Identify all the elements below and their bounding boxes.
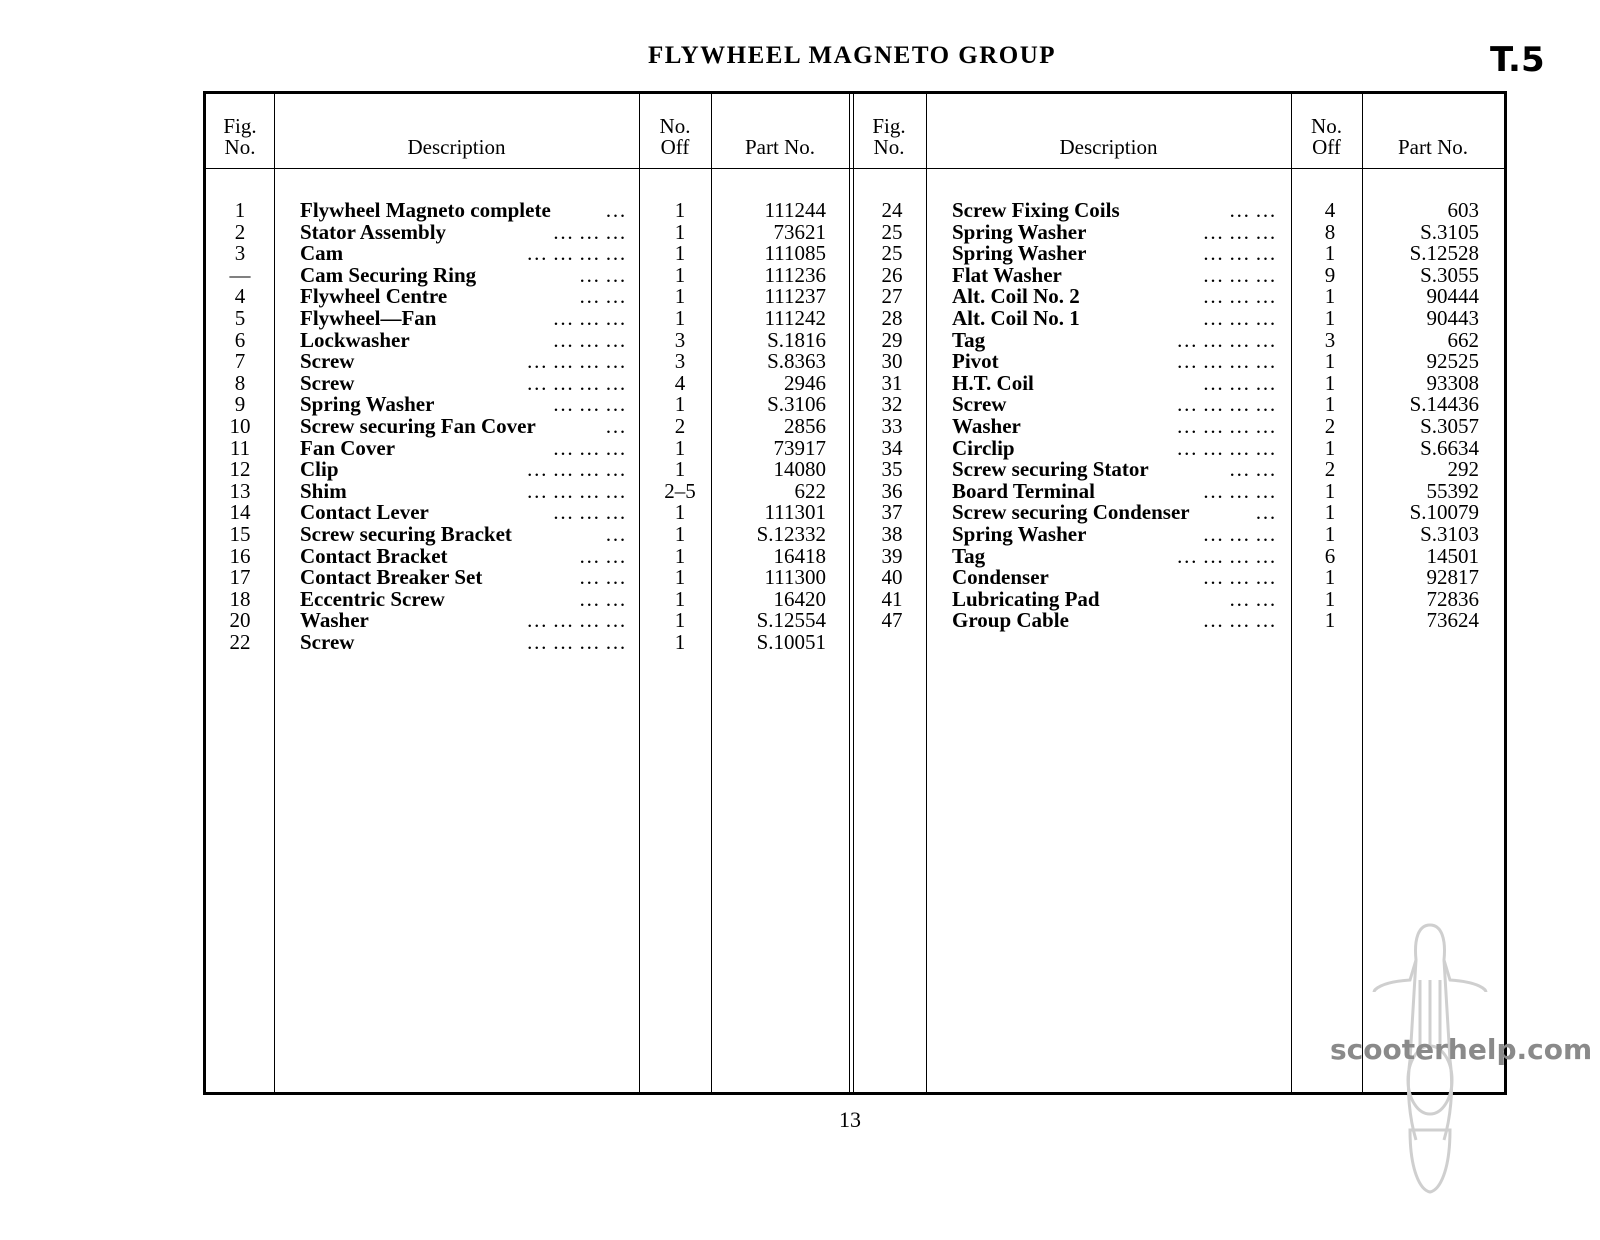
fig-number: 33 <box>881 414 903 438</box>
fig-number: 5 <box>234 306 246 330</box>
quantity: 2–5 <box>664 478 696 503</box>
part-description: Spring Washer <box>952 241 1087 266</box>
part-number: S.8363 <box>767 349 826 374</box>
part-description: Contact Breaker Set <box>300 565 483 590</box>
quantity: 1 <box>1324 522 1336 546</box>
part-number: 14080 <box>773 457 826 482</box>
part-description: Screw <box>300 349 355 374</box>
part-description: Clip <box>300 457 339 482</box>
fig-number: 11 <box>229 435 251 460</box>
leader-dots: … … … … <box>526 630 626 654</box>
part-number: 111300 <box>764 565 826 590</box>
table-row <box>206 221 1506 243</box>
part-description: Group Cable <box>952 608 1069 633</box>
part-description: Lockwasher <box>300 327 410 352</box>
part-description: Screw securing Stator <box>952 457 1149 482</box>
fig-number: — <box>229 262 251 287</box>
fig-number: 4 <box>234 284 246 309</box>
table-row <box>206 631 1506 653</box>
header-fig-no <box>852 116 926 158</box>
part-description: Washer <box>300 608 369 633</box>
table-row <box>206 199 1506 221</box>
table-row <box>206 501 1506 523</box>
quantity: 1 <box>674 608 686 633</box>
part-number: 111242 <box>764 306 826 330</box>
leader-dots: … … … <box>1202 262 1276 287</box>
part-description: Screw securing Bracket <box>300 522 512 546</box>
part-number: S.12554 <box>756 608 826 633</box>
quantity: 1 <box>674 586 686 611</box>
header-fig-line1: Fig. <box>872 114 906 138</box>
fig-number: 18 <box>229 586 251 611</box>
part-description: Eccentric Screw <box>300 586 445 611</box>
table-row <box>206 285 1506 307</box>
quantity: 1 <box>674 630 686 654</box>
leader-dots: … … <box>578 565 626 590</box>
part-description: Alt. Coil No. 1 <box>952 306 1080 330</box>
quantity: 1 <box>674 284 686 309</box>
leader-dots: … … … <box>1202 478 1276 503</box>
part-number: 662 <box>1447 327 1479 352</box>
quantity: 1 <box>674 435 686 460</box>
quantity: 1 <box>674 457 686 482</box>
part-number: 2946 <box>784 370 826 395</box>
part-description: Board Terminal <box>952 478 1095 503</box>
header-fig-line2: No. <box>224 135 256 159</box>
part-number: S.3057 <box>1420 414 1479 438</box>
leader-dots: … … … … <box>526 370 626 395</box>
part-description: Condenser <box>952 565 1049 590</box>
part-description: Screw securing Condenser <box>952 500 1190 525</box>
header-qty-line2: Off <box>660 135 690 159</box>
quantity: 9 <box>1324 262 1336 287</box>
part-number: 111301 <box>764 500 826 525</box>
table-row <box>206 393 1506 415</box>
quantity: 1 <box>1324 284 1336 309</box>
quantity: 1 <box>674 500 686 525</box>
quantity: 2 <box>674 414 686 438</box>
leader-dots: … … … … <box>526 241 626 266</box>
quantity: 1 <box>1324 241 1336 266</box>
part-number: 111244 <box>764 198 826 222</box>
quantity: 1 <box>1324 608 1336 633</box>
part-description: Screw Fixing Coils <box>952 198 1120 222</box>
part-description: Cam <box>300 241 344 266</box>
quantity: 1 <box>1324 586 1336 611</box>
leader-dots: … … … <box>552 392 626 417</box>
part-number: 73621 <box>773 219 826 244</box>
header-fig-line1: Fig. <box>223 114 257 138</box>
part-number: S.6634 <box>1420 435 1479 460</box>
part-number: 72836 <box>1426 586 1479 611</box>
leader-dots: … … <box>1228 198 1276 222</box>
header-description: Description <box>1059 135 1158 159</box>
part-number: S.3055 <box>1420 262 1479 287</box>
quantity: 1 <box>1324 392 1336 417</box>
part-number: 622 <box>794 478 826 503</box>
page-number: 13 <box>839 1107 861 1132</box>
part-number: 92817 <box>1426 565 1479 590</box>
table-row <box>206 329 1506 351</box>
quantity: 1 <box>1324 435 1336 460</box>
fig-number: 9 <box>234 392 246 417</box>
fig-number: 41 <box>881 586 903 611</box>
leader-dots: … <box>605 522 626 546</box>
page-title: FLYWHEEL MAGNETO GROUP <box>647 42 1057 69</box>
fig-number: 25 <box>881 219 903 244</box>
quantity: 1 <box>674 198 686 222</box>
part-description: Spring Washer <box>300 392 435 417</box>
part-number: 93308 <box>1426 370 1479 395</box>
watermark-text: scooterhelp.com <box>1330 1033 1593 1066</box>
table-row <box>206 588 1506 610</box>
quantity: 4 <box>674 370 686 395</box>
fig-number: 35 <box>881 457 903 482</box>
table-row <box>206 415 1506 437</box>
fig-number: 24 <box>881 198 903 222</box>
leader-dots: … … <box>578 262 626 287</box>
quantity: 1 <box>1324 565 1336 590</box>
part-description: Circlip <box>952 435 1015 460</box>
part-description: Tag <box>952 327 986 352</box>
leader-dots: … … … … <box>1176 349 1276 374</box>
leader-dots: … … … <box>552 327 626 352</box>
quantity: 1 <box>674 392 686 417</box>
table-row <box>206 372 1506 394</box>
part-number: 16420 <box>773 586 826 611</box>
leader-dots: … … … … <box>1176 327 1276 352</box>
fig-number: 36 <box>881 478 903 503</box>
table-row <box>206 350 1506 372</box>
part-description: Cam Securing Ring <box>300 262 477 287</box>
part-description: Washer <box>952 414 1021 438</box>
part-description: Pivot <box>952 349 999 374</box>
quantity: 8 <box>1324 219 1336 244</box>
header-part-no: Part No. <box>1398 135 1468 159</box>
part-number: 111237 <box>764 284 826 309</box>
part-number: 14501 <box>1426 543 1479 568</box>
part-number: 92525 <box>1426 349 1479 374</box>
table-row <box>206 242 1506 264</box>
quantity: 1 <box>674 543 686 568</box>
fig-number: 16 <box>229 543 251 568</box>
part-description: Contact Bracket <box>300 543 448 568</box>
fig-number: 6 <box>234 327 246 352</box>
header-no-off <box>1291 116 1362 158</box>
table-row <box>206 523 1506 545</box>
quantity: 1 <box>674 241 686 266</box>
quantity: 3 <box>674 349 686 374</box>
leader-dots: … … … <box>1202 608 1276 633</box>
quantity: 1 <box>1324 500 1336 525</box>
header-description: Description <box>407 135 506 159</box>
fig-number: 30 <box>881 349 903 374</box>
quantity: 1 <box>674 565 686 590</box>
fig-number: 28 <box>881 306 903 330</box>
leader-dots: … … … … <box>1176 414 1276 438</box>
fig-number: 13 <box>229 478 251 503</box>
leader-dots: … … … … <box>1176 392 1276 417</box>
part-number: 73917 <box>773 435 826 460</box>
fig-number: 22 <box>229 630 251 654</box>
header-qty-line2: Off <box>1312 135 1341 159</box>
leader-dots: … … … <box>1202 370 1276 395</box>
leader-dots: … … … <box>1202 565 1276 590</box>
part-number: S.14436 <box>1409 392 1479 417</box>
leader-dots: … … <box>578 543 626 568</box>
part-number: 603 <box>1447 198 1479 222</box>
fig-number: 38 <box>881 522 903 546</box>
part-number: S.3105 <box>1420 219 1479 244</box>
fig-number: 17 <box>229 565 251 590</box>
header-fig-line2: No. <box>873 135 905 159</box>
part-description: Flat Washer <box>952 262 1062 287</box>
quantity: 1 <box>1324 370 1336 395</box>
fig-number: 8 <box>234 370 246 395</box>
part-description: Flywheel—Fan <box>300 306 437 330</box>
fig-number: 47 <box>881 608 903 633</box>
header-qty-line1: No. <box>659 114 691 138</box>
parts-table <box>203 91 1507 1095</box>
fig-number: 14 <box>229 500 251 525</box>
fig-number: 31 <box>881 370 903 395</box>
fig-number: 10 <box>229 414 251 438</box>
quantity: 4 <box>1324 198 1336 222</box>
part-number: S.12332 <box>756 522 826 546</box>
leader-dots: … … <box>578 586 626 611</box>
fig-number: 15 <box>229 522 251 546</box>
table-row <box>206 264 1506 286</box>
part-description: Screw securing Fan Cover <box>300 414 536 438</box>
table-row <box>206 480 1506 502</box>
leader-dots: … … … <box>552 500 626 525</box>
leader-dots: … … … … <box>1176 435 1276 460</box>
leader-dots: … … <box>578 284 626 309</box>
part-description: Screw <box>300 370 355 395</box>
part-number: 73624 <box>1426 608 1479 633</box>
leader-dots: … … … <box>1202 522 1276 546</box>
quantity: 1 <box>1324 306 1336 330</box>
part-description: Flywheel Centre <box>300 284 448 309</box>
part-number: 111236 <box>764 262 826 287</box>
quantity: 1 <box>674 262 686 287</box>
part-number: S.12528 <box>1409 241 1479 266</box>
quantity: 3 <box>1324 327 1336 352</box>
part-description: Alt. Coil No. 2 <box>952 284 1080 309</box>
part-number: 90443 <box>1426 306 1479 330</box>
table-row <box>206 458 1506 480</box>
part-number: 2856 <box>784 414 826 438</box>
header-no-off <box>639 116 711 158</box>
leader-dots: … … … <box>1202 284 1276 309</box>
fig-number: 39 <box>881 543 903 568</box>
leader-dots: … … … … <box>526 349 626 374</box>
leader-dots: … … … … <box>526 457 626 482</box>
leader-dots: … … <box>1228 586 1276 611</box>
quantity: 1 <box>1324 478 1336 503</box>
header-fig-no <box>206 116 274 158</box>
table-row <box>206 609 1506 631</box>
quantity: 1 <box>1324 349 1336 374</box>
quantity: 6 <box>1324 543 1336 568</box>
part-description: Spring Washer <box>952 219 1087 244</box>
part-number: S.3106 <box>767 392 826 417</box>
part-description: Tag <box>952 543 986 568</box>
part-number: 292 <box>1447 457 1479 482</box>
part-number: S.10051 <box>756 630 826 654</box>
fig-number: 7 <box>234 349 246 374</box>
quantity: 2 <box>1324 457 1336 482</box>
part-number: 111085 <box>764 241 826 266</box>
fig-number: 1 <box>234 198 246 222</box>
section-code: T.5 <box>1490 40 1545 80</box>
fig-number: 25 <box>881 241 903 266</box>
fig-number: 26 <box>881 262 903 287</box>
part-number: S.3103 <box>1420 522 1479 546</box>
leader-dots: … … … <box>552 219 626 244</box>
quantity: 1 <box>674 219 686 244</box>
quantity: 2 <box>1324 414 1336 438</box>
part-description: H.T. Coil <box>952 370 1034 395</box>
part-number: S.10079 <box>1409 500 1479 525</box>
table-row <box>206 566 1506 588</box>
fig-number: 29 <box>881 327 903 352</box>
fig-number: 2 <box>234 219 246 244</box>
table-row <box>206 437 1506 459</box>
part-description: Shim <box>300 478 347 503</box>
fig-number: 12 <box>229 457 251 482</box>
part-number: 16418 <box>773 543 826 568</box>
quantity: 1 <box>674 522 686 546</box>
fig-number: 3 <box>234 241 246 266</box>
fig-number: 32 <box>881 392 903 417</box>
table-row <box>206 307 1506 329</box>
leader-dots: … … … … <box>526 478 626 503</box>
header-part-no: Part No. <box>745 135 815 159</box>
leader-dots: … <box>605 198 626 222</box>
part-number: S.1816 <box>767 327 826 352</box>
leader-dots: … <box>1255 500 1276 525</box>
quantity: 1 <box>674 306 686 330</box>
part-description: Spring Washer <box>952 522 1087 546</box>
fig-number: 20 <box>229 608 251 633</box>
fig-number: 34 <box>881 435 903 460</box>
quantity: 3 <box>674 327 686 352</box>
part-description: Fan Cover <box>300 435 396 460</box>
leader-dots: … <box>605 414 626 438</box>
part-description: Lubricating Pad <box>952 586 1100 611</box>
leader-dots: … … … … <box>1176 543 1276 568</box>
part-number: 55392 <box>1426 478 1479 503</box>
header-rule <box>206 168 1504 169</box>
header-qty-line1: No. <box>1311 114 1342 138</box>
fig-number: 40 <box>881 565 903 590</box>
part-description: Flywheel Magneto complete <box>300 198 551 222</box>
part-number: 90444 <box>1426 284 1479 309</box>
part-description: Stator Assembly <box>300 219 447 244</box>
part-description: Screw <box>300 630 355 654</box>
leader-dots: … … … <box>1202 219 1276 244</box>
part-description: Contact Lever <box>300 500 429 525</box>
leader-dots: … … … <box>552 306 626 330</box>
part-description: Screw <box>952 392 1007 417</box>
fig-number: 27 <box>881 284 903 309</box>
leader-dots: … … … <box>1202 306 1276 330</box>
leader-dots: … … … <box>552 435 626 460</box>
leader-dots: … … <box>1228 457 1276 482</box>
leader-dots: … … … <box>1202 241 1276 266</box>
fig-number: 37 <box>881 500 903 525</box>
leader-dots: … … … … <box>526 608 626 633</box>
table-row <box>206 545 1506 567</box>
